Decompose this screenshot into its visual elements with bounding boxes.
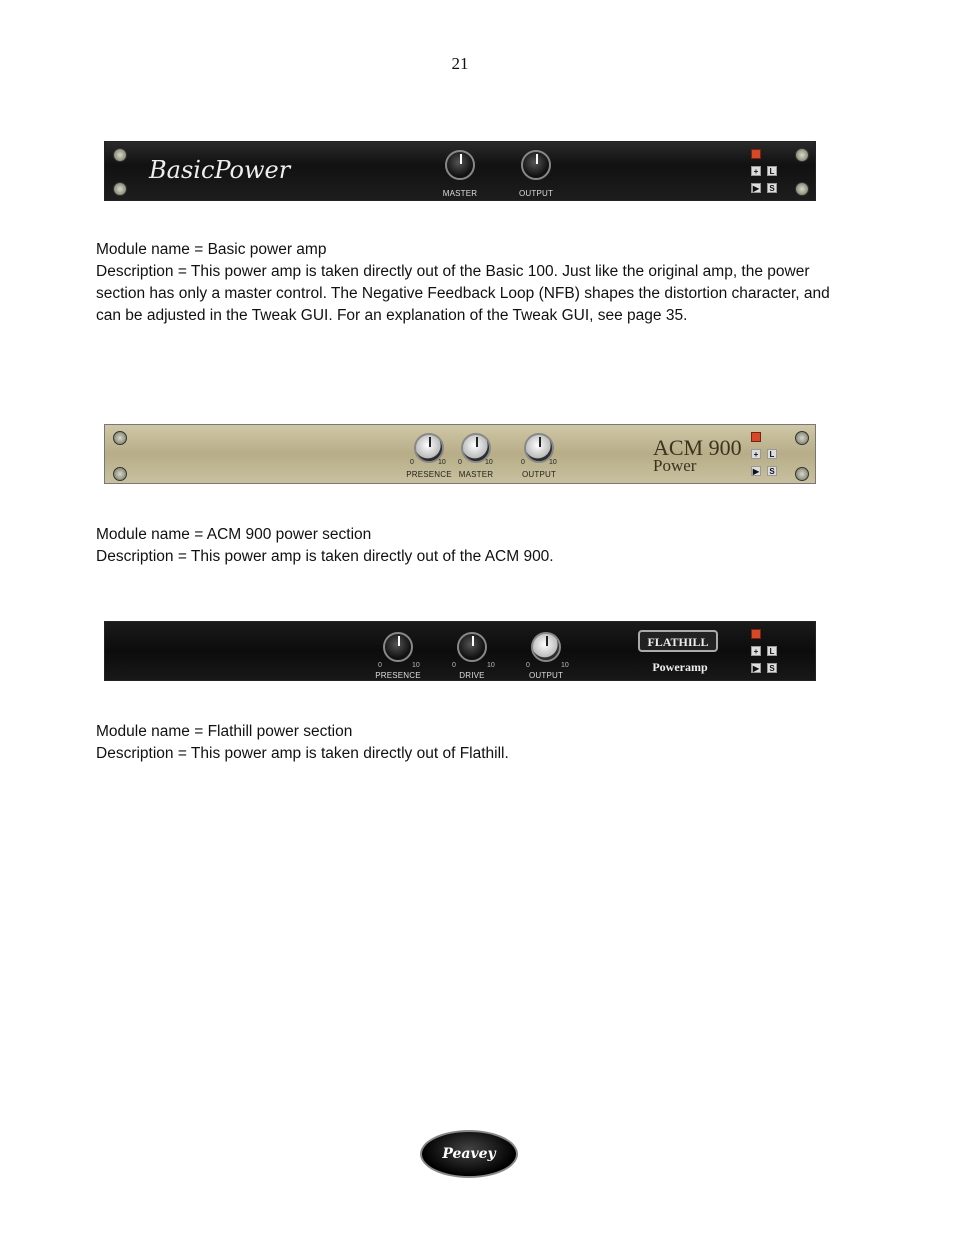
screw-icon xyxy=(113,431,127,445)
presence-knob[interactable] xyxy=(383,632,413,662)
master-label: MASTER xyxy=(458,470,494,479)
page-number: 21 xyxy=(451,54,469,73)
l-button[interactable]: L xyxy=(767,166,777,176)
add-button[interactable]: + xyxy=(751,449,761,459)
basic-power-logo: BasicPower xyxy=(149,156,291,184)
module-description: Description = This power amp is taken directly out of the ACM 900. xyxy=(96,548,554,565)
play-button[interactable]: ▶ xyxy=(752,184,760,193)
screw-icon xyxy=(795,431,809,445)
flathill-logo: FLATHILL xyxy=(638,630,718,652)
output-knob[interactable] xyxy=(521,150,551,180)
peavey-logo: Peavey xyxy=(420,1130,518,1178)
scale-min: 0 xyxy=(521,459,525,466)
drive-knob[interactable] xyxy=(457,632,487,662)
scale-max: 10 xyxy=(485,459,493,466)
module-description: Description = This power amp is taken directly out of the Basic 100. Just like the original amp, the power section has only a master control. The Negative Feedback Loop (NFB) shapes the distortion character, and can be adjusted in the Tweak GUI. For an explanation of the Tweak GUI, see page 35. xyxy=(96,263,830,324)
s-button[interactable]: S xyxy=(767,466,777,476)
module-description: Description = This power amp is taken directly out of Flathill. xyxy=(96,745,509,762)
scale-max: 10 xyxy=(549,459,557,466)
add-button[interactable]: + xyxy=(751,166,761,176)
scale-max: 10 xyxy=(438,459,446,466)
basic-power-panel xyxy=(104,141,816,201)
output-label: OUTPUT xyxy=(528,671,564,680)
scale-max: 10 xyxy=(487,662,495,669)
module-name: Module name = Basic power amp xyxy=(96,241,327,258)
power-button[interactable] xyxy=(751,432,761,442)
acm-subtitle: Power xyxy=(653,456,697,475)
add-button[interactable]: + xyxy=(751,646,761,656)
scale-min: 0 xyxy=(378,662,382,669)
power-button[interactable] xyxy=(751,149,761,159)
screw-icon xyxy=(795,148,809,162)
s-button[interactable]: S xyxy=(767,183,777,193)
screw-icon xyxy=(113,467,127,481)
output-label: OUTPUT xyxy=(521,470,557,479)
master-knob[interactable] xyxy=(445,150,475,180)
drive-label: DRIVE xyxy=(459,671,485,680)
module-name: Module name = Flathill power section xyxy=(96,723,353,740)
master-label: MASTER xyxy=(442,189,478,198)
l-button[interactable]: L xyxy=(767,646,777,656)
s-button[interactable]: S xyxy=(767,663,777,673)
play-button[interactable]: ▶ xyxy=(752,467,760,476)
flathill-panel xyxy=(104,621,816,681)
screw-icon xyxy=(795,182,809,196)
scale-max: 10 xyxy=(561,662,569,669)
module-name: Module name = ACM 900 power section xyxy=(96,526,372,543)
scale-min: 0 xyxy=(526,662,530,669)
scale-min: 0 xyxy=(458,459,462,466)
power-button[interactable] xyxy=(751,629,761,639)
flathill-description xyxy=(96,721,836,765)
scale-max: 10 xyxy=(412,662,420,669)
screw-icon xyxy=(113,148,127,162)
l-button[interactable]: L xyxy=(767,449,777,459)
play-button[interactable]: ▶ xyxy=(752,664,760,673)
flathill-subtitle: Poweramp xyxy=(652,660,708,674)
presence-label: PRESENCE xyxy=(406,470,452,479)
acm-900-panel xyxy=(104,424,816,484)
output-label: OUTPUT xyxy=(518,189,554,198)
scale-min: 0 xyxy=(452,662,456,669)
output-knob[interactable] xyxy=(531,632,561,662)
basic-power-description xyxy=(96,239,836,327)
screw-icon xyxy=(795,467,809,481)
acm-title: ACM 900 xyxy=(653,435,742,460)
acm-900-description xyxy=(96,524,836,568)
screw-icon xyxy=(113,182,127,196)
scale-min: 0 xyxy=(410,459,414,466)
presence-label: PRESENCE xyxy=(375,671,421,680)
